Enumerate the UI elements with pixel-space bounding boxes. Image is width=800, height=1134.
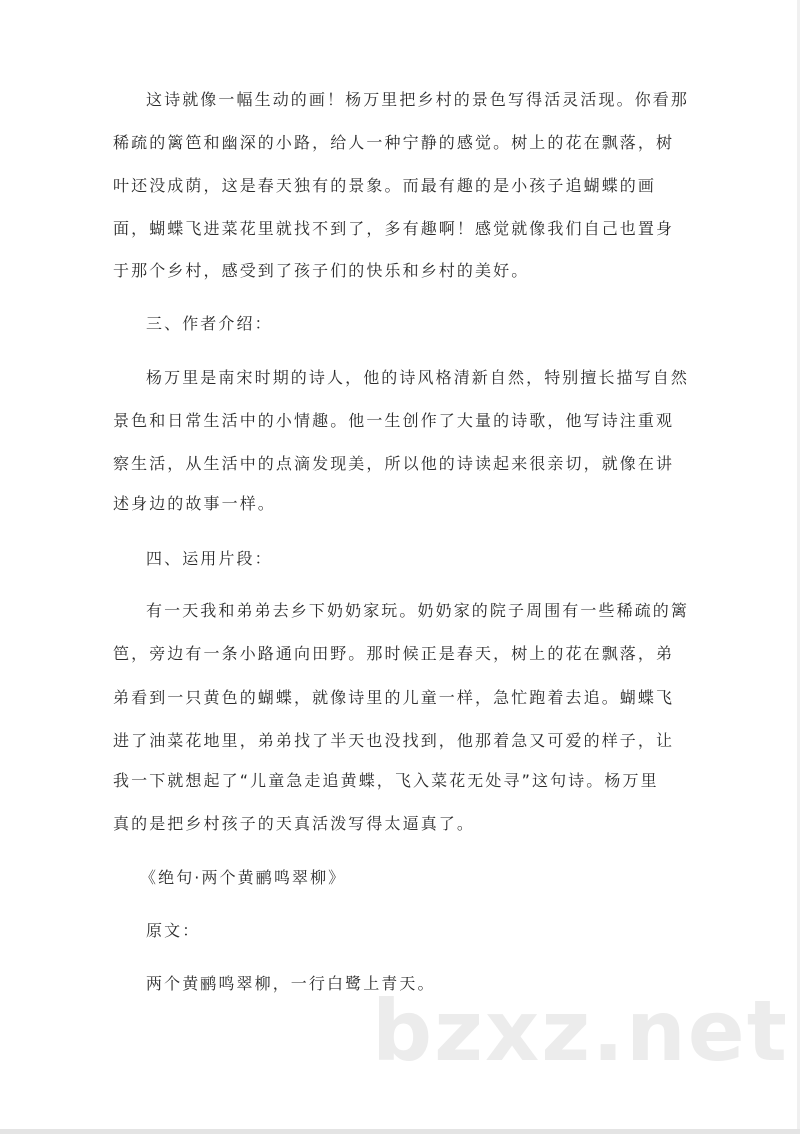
paragraph-line: 叶还没成荫，这是春天独有的景象。而最有趣的是小孩子追蝴蝶的画	[113, 176, 657, 195]
paragraph-line: 进了油菜花地里，弟弟找了半天也没找到，他那着急又可爱的样子，让	[113, 731, 675, 750]
section-heading-application: 四、运用片段：	[146, 549, 273, 568]
paragraph-line: 面，蝴蝶飞进菜花里就找不到了，多有趣啊！感觉就像我们自己也置身	[113, 219, 675, 238]
section-heading-author: 三、作者介绍：	[146, 314, 273, 333]
paragraph-line: 弟看到一只黄色的蝴蝶，就像诗里的儿童一样，急忙跑着去追。蝴蝶飞	[113, 688, 675, 707]
paragraph-line: 有一天我和弟弟去乡下奶奶家玩。奶奶家的院子周围有一些稀疏的篱	[146, 601, 690, 620]
poem-title: 《绝句·两个黄鹂鸣翠柳》	[140, 868, 347, 887]
original-text-label: 原文：	[146, 921, 201, 940]
paragraph-line: 景色和日常生活中的小情趣。他一生创作了大量的诗歌，他写诗注重观	[113, 411, 675, 430]
paragraph-line: 稀疏的篱笆和幽深的小路，给人一种宁静的感觉。树上的花在飘落，树	[113, 133, 675, 152]
paragraph-line: 杨万里是南宋时期的诗人，他的诗风格清新自然，特别擅长描写自然	[146, 368, 690, 387]
paragraph-line: 于那个乡村，感受到了孩子们的快乐和乡村的美好。	[113, 261, 530, 280]
paragraph-line: 察生活，从生活中的点滴发现美，所以他的诗读起来很亲切，就像在讲	[113, 454, 675, 473]
page-bottom-border	[0, 1129, 800, 1134]
poem-line: 两个黄鹂鸣翠柳，一行白鹭上青天。	[146, 974, 436, 993]
paragraph-line: 我一下就想起了“儿童急走追黄蝶，飞入菜花无处寻”这句诗。杨万里	[113, 771, 659, 790]
paragraph-line: 笆，旁边有一条小路通向田野。那时候正是春天，树上的花在飘落，弟	[113, 644, 675, 663]
watermark: bzxz.net	[372, 982, 789, 1080]
paragraph-line: 真的是把乡村孩子的天真活泼写得太逼真了。	[113, 814, 476, 833]
paragraph-line: 这诗就像一幅生动的画！杨万里把乡村的景色写得活灵活现。你看那	[146, 90, 690, 109]
paragraph-line: 述身边的故事一样。	[113, 494, 276, 513]
